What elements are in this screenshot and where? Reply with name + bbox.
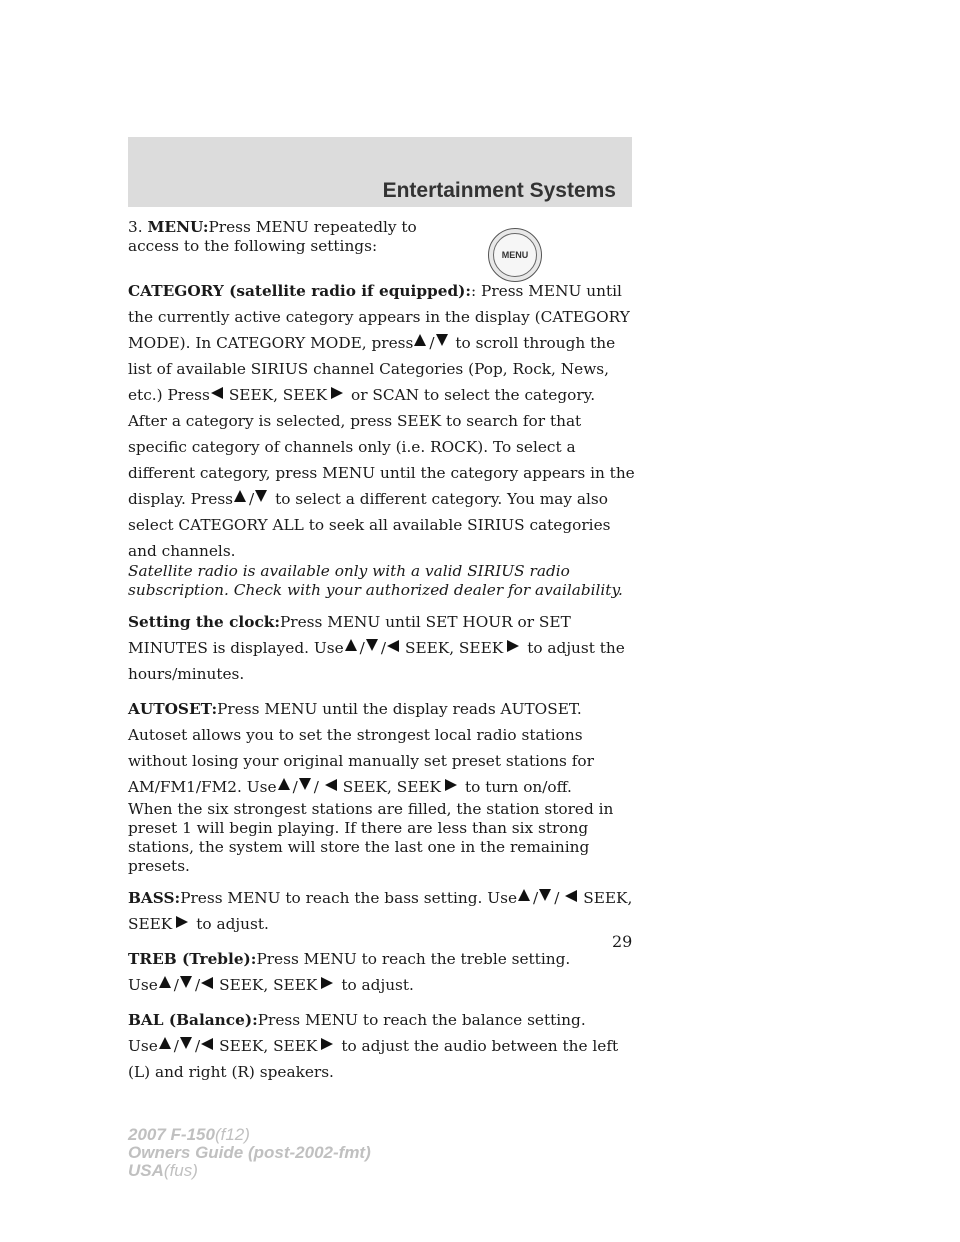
slash: / [173, 1037, 179, 1055]
item-number: 3. [128, 218, 143, 236]
autoset-text-1: Press MENU until the display reads AUTOSET. Autoset allows you to set the strongest local radio stations without losing your original manually set preset stations for AM/FM1/FM2. Use [128, 700, 594, 796]
category-text-5: to select a different category. You may also select CATEGORY ALL to seek all available SIRIUS categories and channels. [128, 490, 611, 560]
category-note [128, 562, 638, 600]
footer-region-code: (fus) [163, 1161, 198, 1180]
autoset-text-2: SEEK, SEEK [342, 778, 441, 796]
footer-line-2: Owners Guide (post-2002-fmt) [128, 1143, 371, 1162]
slash: / [380, 639, 386, 657]
down-arrow-icon [539, 889, 551, 901]
autoset-text-4: When the six strongest stations are filled, the station stored in preset 1 will begin playing. If there are less than six strong stations, the system will store the last one in the remaining presets. [128, 800, 614, 875]
up-arrow-icon [278, 778, 290, 790]
down-arrow-icon [366, 639, 378, 651]
seek-left-icon [211, 387, 223, 399]
bass-label: BASS: [128, 889, 181, 907]
subscription-note: Satellite radio is available only with a valid SIRIUS radio subscription. Check with your authorized dealer for availability. [128, 562, 623, 599]
seek-left-icon [565, 890, 577, 902]
slash: / [292, 778, 298, 796]
footer [128, 1126, 371, 1180]
treb-text-1: Press MENU to reach the treble setting. [256, 950, 571, 968]
slash: / [533, 889, 539, 907]
clock-text-2: SEEK, SEEK [404, 639, 504, 657]
slash: / [429, 334, 435, 352]
treb-label: TREB (Treble): [128, 950, 257, 968]
menu-button-label: MENU [493, 233, 537, 277]
down-arrow-icon [299, 778, 311, 790]
seek-right-icon [507, 640, 519, 652]
up-arrow-icon [159, 1037, 171, 1049]
category-paragraph [128, 278, 638, 564]
down-arrow-icon [255, 490, 267, 502]
seek-left-icon [325, 779, 337, 791]
down-arrow-icon [436, 334, 448, 346]
seek-right-icon [321, 977, 333, 989]
up-arrow-icon [345, 639, 357, 651]
bass-paragraph [128, 885, 638, 937]
footer-region: USA [128, 1161, 164, 1180]
clock-text-3: to adjust the hours/minutes. [128, 639, 625, 683]
page-number: 29 [612, 932, 633, 951]
treb-text-4: to adjust. [341, 976, 414, 994]
section-title: Entertainment Systems [382, 179, 616, 202]
clock-label: Setting the clock: [128, 613, 280, 631]
category-text-2: to scroll through the list of available SIRIUS channel Categories (Pop, Rock, News, etc.) Press [128, 334, 616, 404]
seek-right-icon [445, 779, 457, 791]
treb-text-2: Use [128, 976, 158, 994]
autoset-detail [128, 800, 638, 876]
up-arrow-icon [414, 334, 426, 346]
footer-model-code: (f12) [214, 1125, 250, 1144]
bal-text-1: Press MENU to reach the balance setting. [257, 1011, 586, 1029]
down-arrow-icon [180, 976, 192, 988]
seek-right-icon [176, 916, 188, 928]
seek-right-icon [331, 387, 343, 399]
autoset-text-3: to turn on/off. [464, 778, 572, 796]
seek-left-icon [201, 977, 213, 989]
bass-text-2: SEEK, SEEK [128, 889, 633, 933]
up-arrow-icon [234, 490, 246, 502]
seek-left-icon [201, 1038, 213, 1050]
seek-right-icon [321, 1038, 333, 1050]
bal-text-3: SEEK, SEEK [219, 1037, 318, 1055]
clock-paragraph [128, 609, 638, 687]
treb-text-3: SEEK, SEEK [219, 976, 318, 994]
category-label: CATEGORY (satellite radio if equipped): [128, 282, 472, 300]
down-arrow-icon [180, 1037, 192, 1049]
treb-paragraph [128, 946, 638, 998]
category-text-1: : Press MENU until the currently active category appears in the display (CATEGORY MODE). In CATEGORY MODE, press [128, 282, 630, 352]
footer-line-3 [128, 1162, 371, 1180]
intro-paragraph [128, 218, 428, 256]
intro-text: Press MENU repeatedly to access to the following settings: [128, 218, 417, 255]
autoset-label: AUTOSET: [128, 700, 218, 718]
slash: / [313, 778, 319, 796]
intro-label: MENU: [147, 218, 209, 236]
slash: / [173, 976, 179, 994]
footer-line-1 [128, 1126, 371, 1144]
slash: / [359, 639, 365, 657]
slash: / [249, 490, 255, 508]
category-text-3: SEEK, SEEK [228, 386, 328, 404]
clock-text-1: Press MENU until SET HOUR or SET MINUTES is displayed. Use [128, 613, 571, 657]
footer-model: 2007 F-150 [128, 1125, 215, 1144]
slash: / [194, 1037, 201, 1055]
up-arrow-icon [159, 976, 171, 988]
bal-label: BAL (Balance): [128, 1011, 258, 1029]
autoset-paragraph [128, 696, 638, 800]
slash: / [554, 889, 560, 907]
seek-left-icon [387, 640, 399, 652]
bal-text-4: to adjust the audio between the left (L) and right (R) speakers. [128, 1037, 619, 1081]
bass-text-1: Press MENU to reach the bass setting. Use [180, 889, 518, 907]
category-text-4: or SCAN to select the category. After a category is selected, press SEEK to search for that specific category of channels only (i.e. ROCK). To select a different category, press MENU until the category appears in the display. Press [128, 386, 635, 508]
bass-text-3: to adjust. [196, 915, 269, 933]
up-arrow-icon [518, 889, 530, 901]
section-header [128, 137, 632, 207]
slash: / [194, 976, 201, 994]
bal-paragraph [128, 1007, 638, 1085]
bal-text-2: Use [128, 1037, 158, 1055]
page-content [128, 218, 638, 1094]
